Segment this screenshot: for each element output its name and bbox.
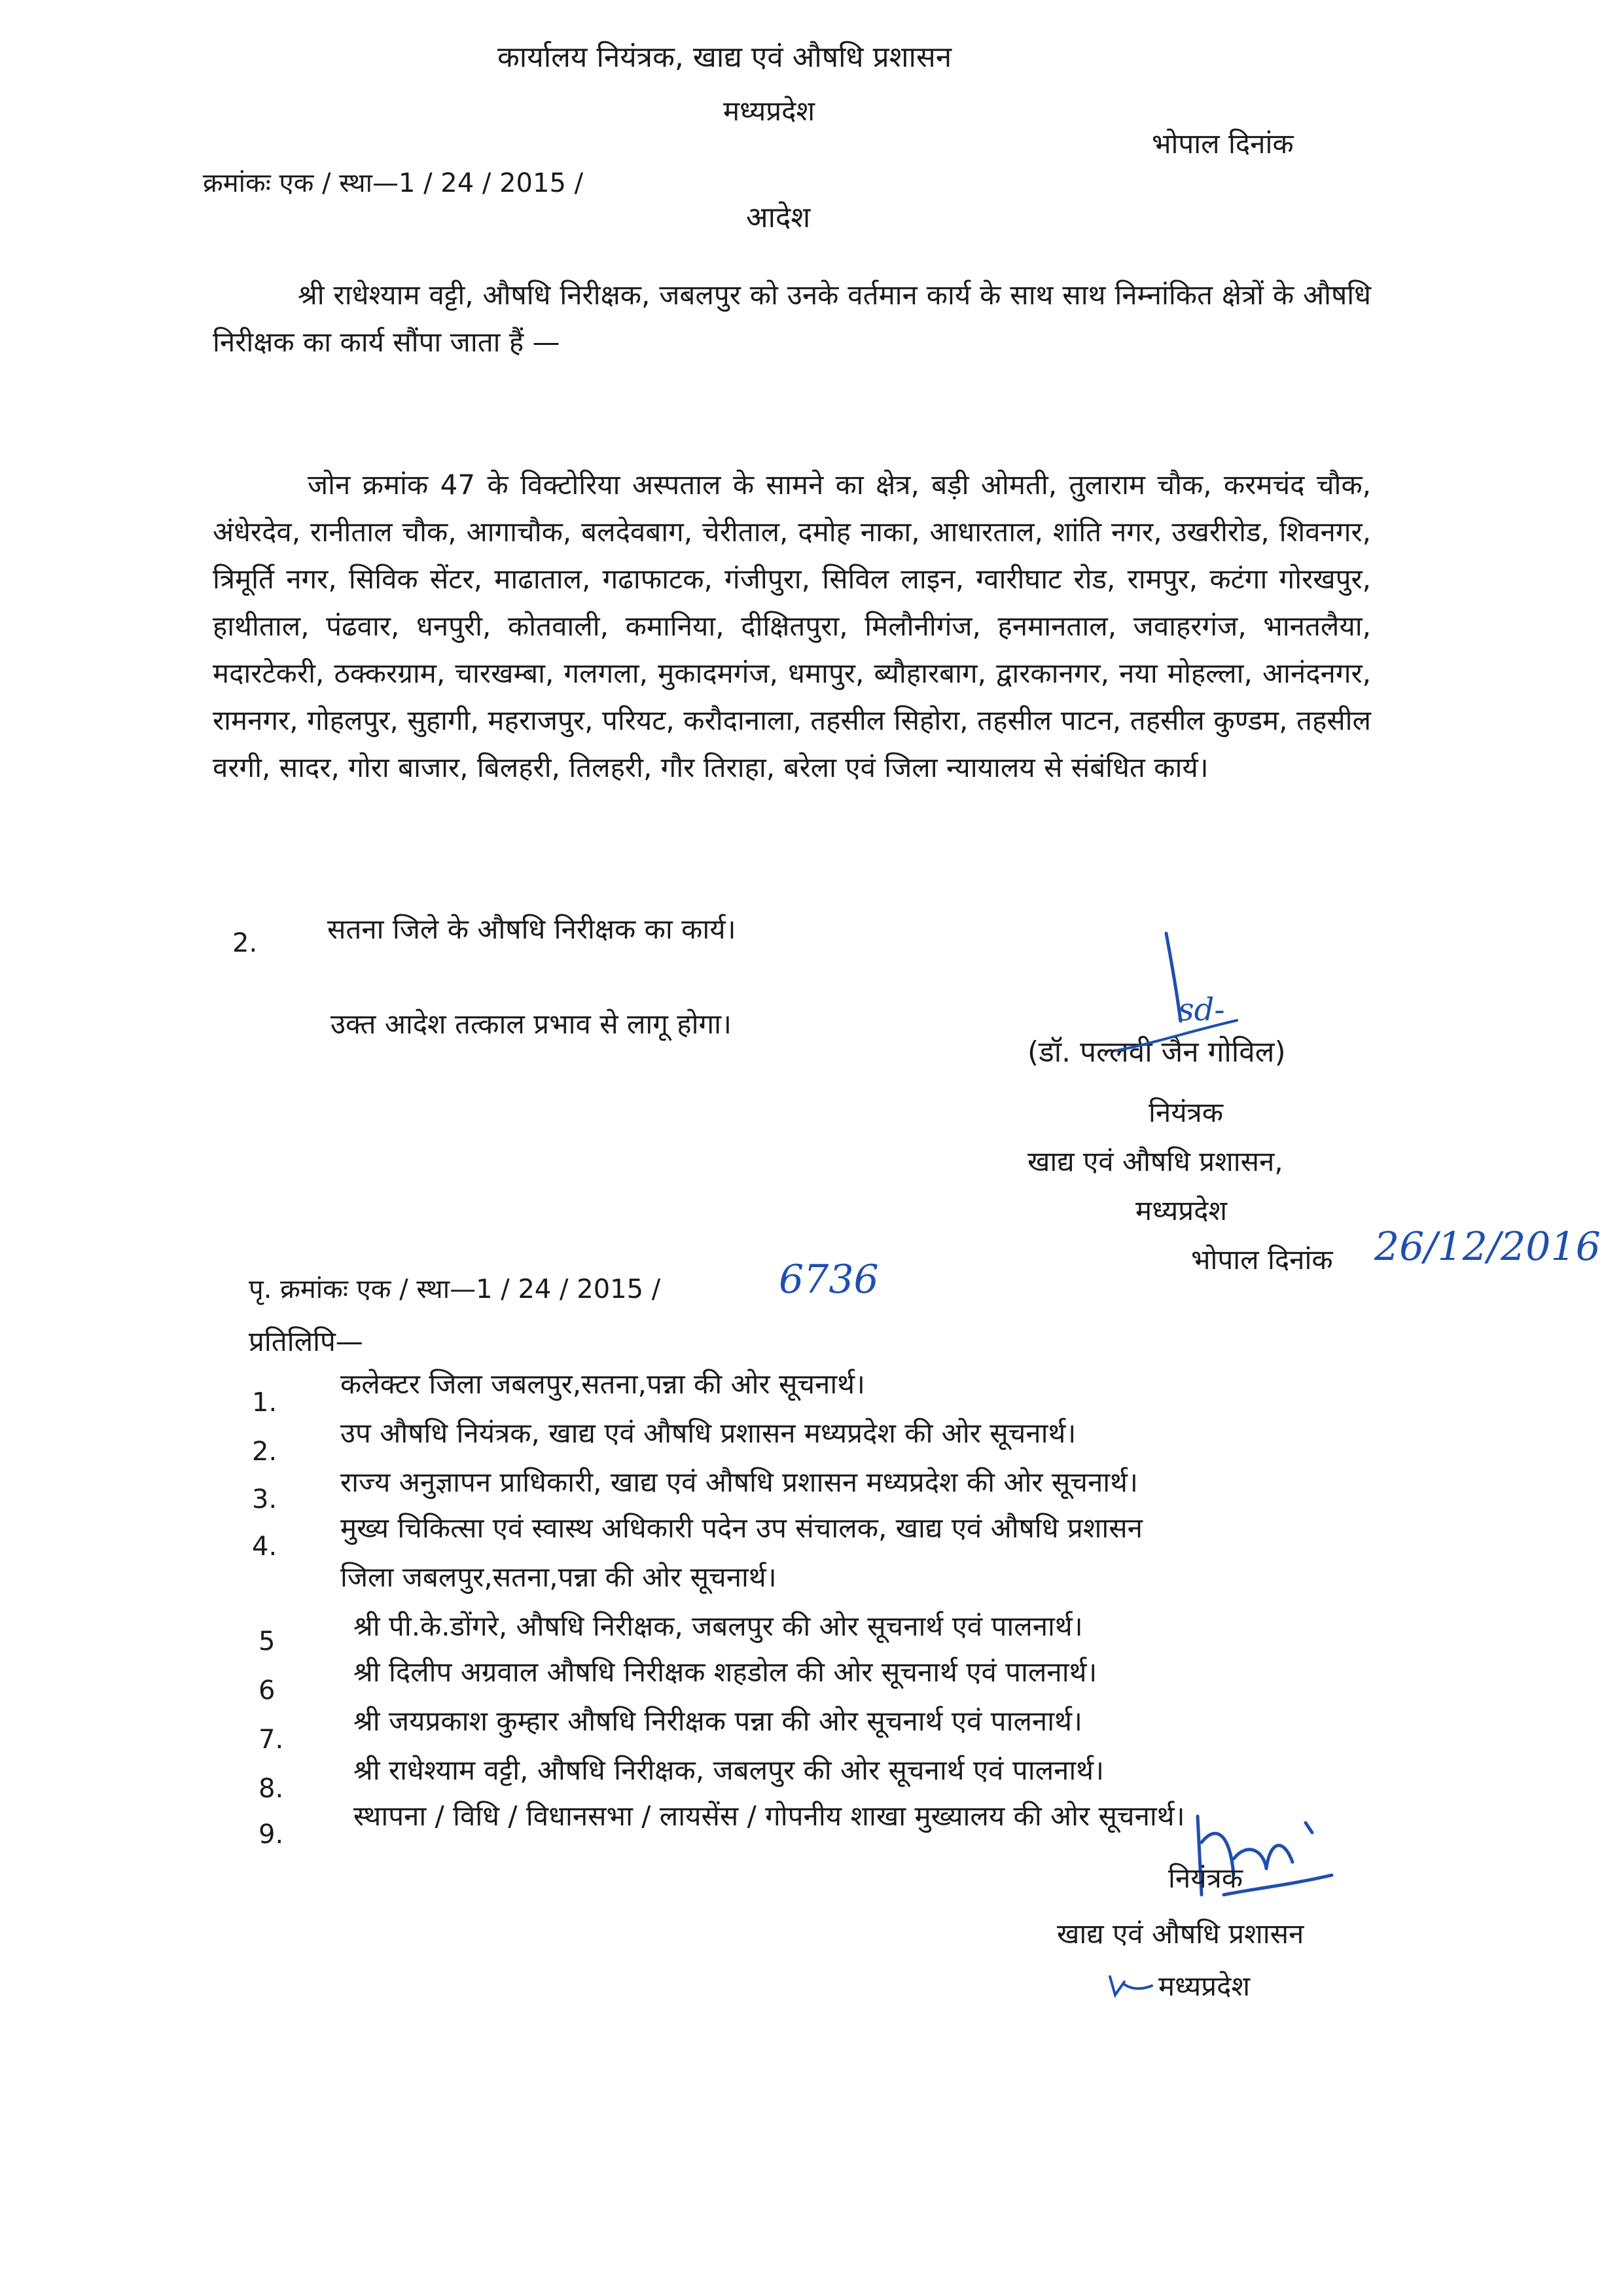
copy-item-6-number: 6	[259, 1676, 276, 1706]
handwritten-dispatch-number: 6736	[779, 1257, 879, 1302]
copy-item-5-number: 5	[259, 1626, 276, 1657]
second-signatory-designation: नियंत्रक	[1168, 1862, 1243, 1894]
signatory-department: खाद्य एवं औषधि प्रशासन,	[1027, 1145, 1283, 1177]
office-heading: कार्यालय नियंत्रक, खाद्य एवं औषधि प्रशासन	[497, 41, 952, 74]
copy-item-5-text: श्री पी.के.डोंगरे, औषधि निरीक्षक, जबलपुर की ओर सूचनार्थ एवं पालनार्थ।	[353, 1610, 1083, 1642]
copy-heading: प्रतिलिपि—	[249, 1325, 363, 1357]
order-intro-text: श्री राधेश्याम वट्टी, औषधि निरीक्षक, जबलपुर को उनके वर्तमान कार्य के साथ साथ निम्नांकित क्षेत्रों के औषधि निरीक्षक का कार्य सौंपा जाता हैं —	[213, 279, 1371, 358]
copy-reference-number: पृ. क्रमांकः एक / स्था—1 / 24 / 2015 /	[249, 1274, 661, 1304]
copy-item-8-number: 8.	[259, 1774, 284, 1804]
copy-item-1-text: कलेक्टर जिला जबलपुर,सतना,पन्ना की ओर सूचनार्थ।	[340, 1368, 865, 1400]
copy-item-1-number: 1.	[252, 1388, 277, 1418]
initial-mark	[1106, 1970, 1158, 2003]
signatory-place-date: भोपाल दिनांक	[1191, 1244, 1333, 1276]
copy-item-9-number: 9.	[259, 1820, 284, 1850]
copy-item-7-number: 7.	[259, 1725, 284, 1755]
second-signatory-state: मध्यप्रदेश	[1158, 1970, 1251, 2002]
copy-item-8-text: श्री राधेश्याम वट्टी, औषधि निरीक्षक, जबलपुर की ओर सूचनार्थ एवं पालनार्थ।	[353, 1754, 1104, 1786]
copy-item-6-text: श्री दिलीप अग्रवाल औषधि निरीक्षक शहडोल की ओर सूचनार्थ एवं पालनार्थ।	[353, 1656, 1097, 1688]
copy-item-3-number: 3.	[252, 1484, 277, 1515]
copy-item-2-text: उप औषधि नियंत्रक, खाद्य एवं औषधि प्रशासन मध्यप्रदेश की ओर सूचनार्थ।	[340, 1417, 1077, 1449]
zone-list-text: जोन क्रमांक 47 के विक्टोरिया अस्पताल के सामने का क्षेत्र, बड़ी ओमती, तुलाराम चौक, करमचंद चौक, अंधेरदेव, रानीताल चौक, आगाचौक, बलदेवबाग, चेरीताल, दमोह नाका, आधारताल, शांति नगर, उखरीरोड, शिवनगर, त्रिमूर्ति नगर, सिविक सेंटर, माढाताल, गढाफाटक, गंजीपुरा, सिविल लाइन, ग्वारीघाट रोड, रामपुर, कटंगा गोरखपुर, हाथीताल, पंढवार, धनपुरी, कोतवाली, कमानिया, दीक्षितपुरा, मिलौनीगंज, हनमानताल, जवाहरगंज, भानतलैया, मदारटेकरी, ठक्करग्राम, चारखम्बा, गलगला, मुकादमगंज, धमापुर, ब्यौहारबाग, द्वारकानगर, नया मोहल्ला, आनंदनगर, रामनगर, गोहलपुर, सुहागी, महराजपुर, परियट, करौदानाला, तहसील सिहोरा, तहसील पाटन, तहसील कुण्डम, तहसील वरगी, सादर, गोरा बाजार, बिलहरी, तिलहरी, गौर तिराहा, बरेला एवं जिला न्यायालय से संबंधित कार्य।	[213, 469, 1371, 783]
copy-item-4-number: 4.	[252, 1532, 277, 1562]
order-item-2-text: सतना जिले के औषधि निरीक्षक का कार्य।	[327, 913, 736, 945]
copy-item-4-text-continued: जिला जबलपुर,सतना,पन्ना की ओर सूचनार्थ।	[340, 1561, 777, 1593]
effect-statement: उक्त आदेश तत्काल प्रभाव से लागू होगा।	[330, 1008, 732, 1040]
copy-item-3-text: राज्य अनुज्ञापन प्राधिकारी, खाद्य एवं औषधि प्रशासन मध्यप्रदेश की ओर सूचनार्थ।	[340, 1466, 1138, 1498]
order-intro	[213, 272, 1371, 366]
zone-list	[213, 461, 1371, 791]
signatory-state: मध्यप्रदेश	[1135, 1194, 1228, 1227]
copy-item-2-number: 2.	[252, 1437, 277, 1467]
signatory-name: (डॉ. पल्लवी जैन गोविल)	[1027, 1035, 1286, 1069]
order-item-2-number: 2.	[232, 928, 258, 958]
order-title: आदेश	[746, 201, 811, 234]
copy-item-9-text: स्थापना / विधि / विधानसभा / लायसेंस / गोपनीय शाखा मुख्यालय की ओर सूचनार्थ।	[353, 1800, 1185, 1832]
copy-item-4-text: मुख्य चिकित्सा एवं स्वास्थ अधिकारी पदेन उप संचालक, खाद्य एवं औषधि प्रशासन	[340, 1512, 1143, 1544]
header-place-date: भोपाल दिनांक	[1152, 128, 1294, 160]
office-state: मध्यप्रदेश	[723, 95, 815, 127]
handwritten-sd: sd-	[1178, 992, 1225, 1028]
handwritten-date: 26/12/2016	[1374, 1224, 1601, 1270]
signature-overstroke	[1113, 1018, 1243, 1057]
reference-number: क्रमांकः एक / स्था—1 / 24 / 2015 /	[203, 168, 584, 198]
second-signatory-department: खाद्य एवं औषधि प्रशासन	[1057, 1918, 1304, 1950]
copy-item-7-text: श्री जयप्रकाश कुम्हार औषधि निरीक्षक पन्ना की ओर सूचनार्थ एवं पालनार्थ।	[353, 1705, 1082, 1737]
signatory-designation: नियंत्रक	[1149, 1096, 1223, 1128]
